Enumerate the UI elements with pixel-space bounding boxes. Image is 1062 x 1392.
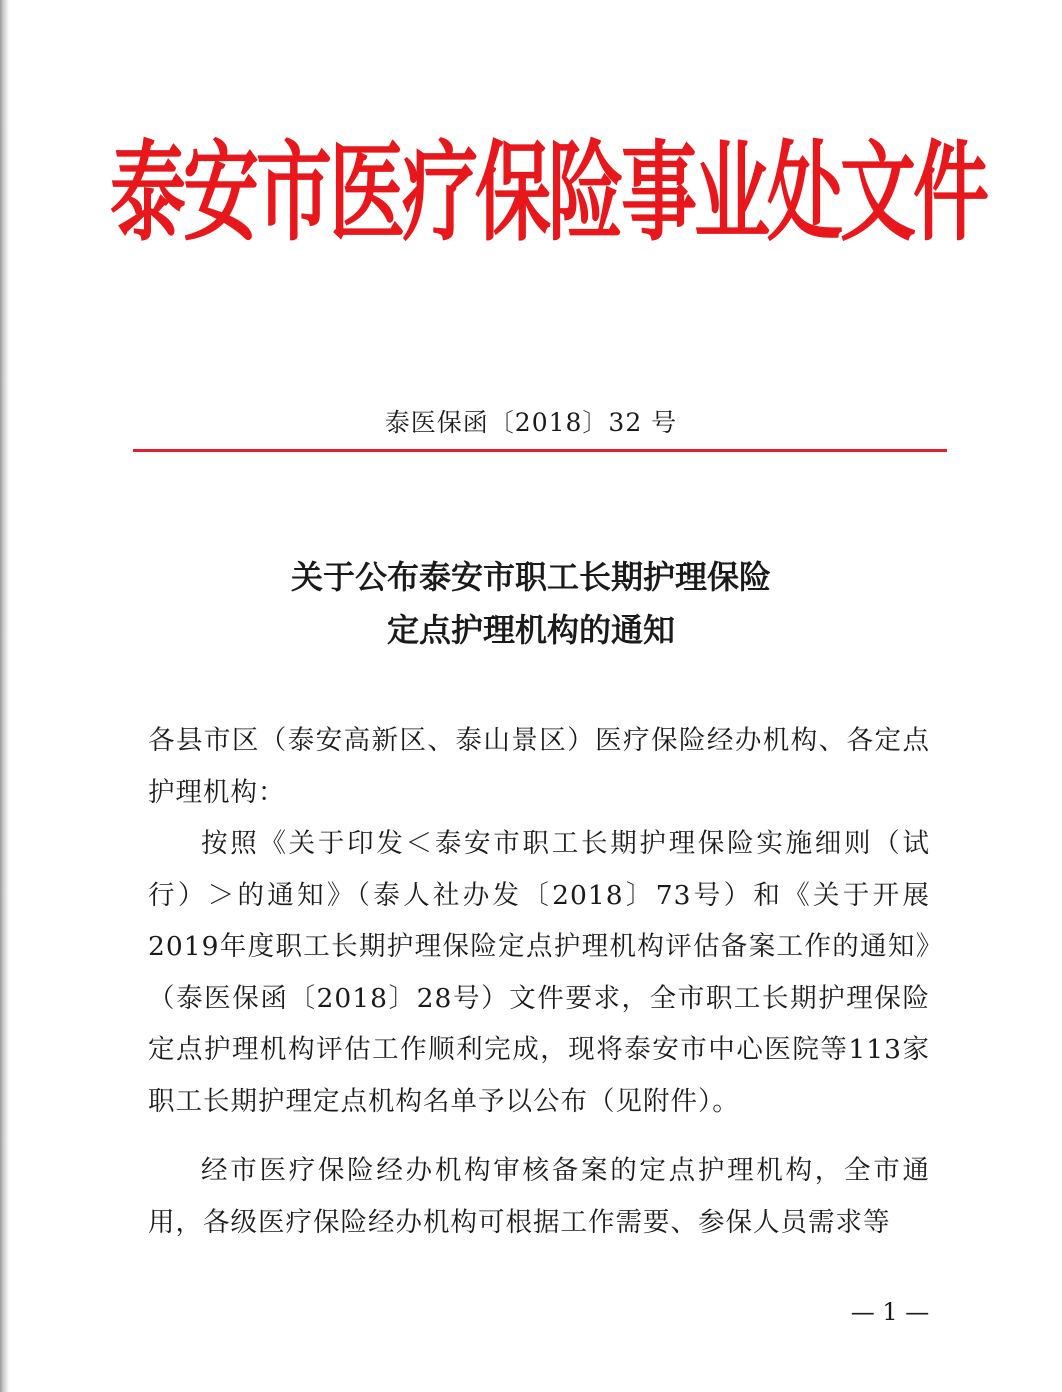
document-header-title: 泰安市医疗保险事业处文件 (110, 129, 986, 256)
header-red-divider (133, 449, 947, 452)
notice-title-line-2: 定点护理机构的通知 (386, 611, 675, 649)
body-paragraph-2: 经市医疗保险经办机构审核备案的定点护理机构，全市通用，各级医疗保险经办机构可根据工作需要、参保人员需求等 (148, 1155, 930, 1238)
page-number: — 1 — (850, 1298, 930, 1326)
notice-title-line-1: 关于公布泰安市职工长期护理保险 (290, 558, 771, 596)
body-paragraph-1: 按照《关于印发＜泰安市职工长期护理保险实施细则（试行）＞的通知》（泰人社办发〔2018〕73号）和《关于开展2019年度职工长期护理保险定点护理机构评估备案工作的通知》（泰医保函〔2018〕28号）文件要求，全市职工长期护理保险定点护理机构评估工作顺利完成，现将泰安市中心医院等113家职工长期护理定点机构名单予以公布（见附件）。 (148, 828, 930, 1117)
salutation: 各县市区（泰安高新区、泰山景区）医疗保险经办机构、各定点护理机构： (148, 725, 930, 808)
page-left-edge-shadow (0, 0, 9, 1392)
document-number: 泰医保函〔2018〕32 号 (384, 408, 678, 437)
